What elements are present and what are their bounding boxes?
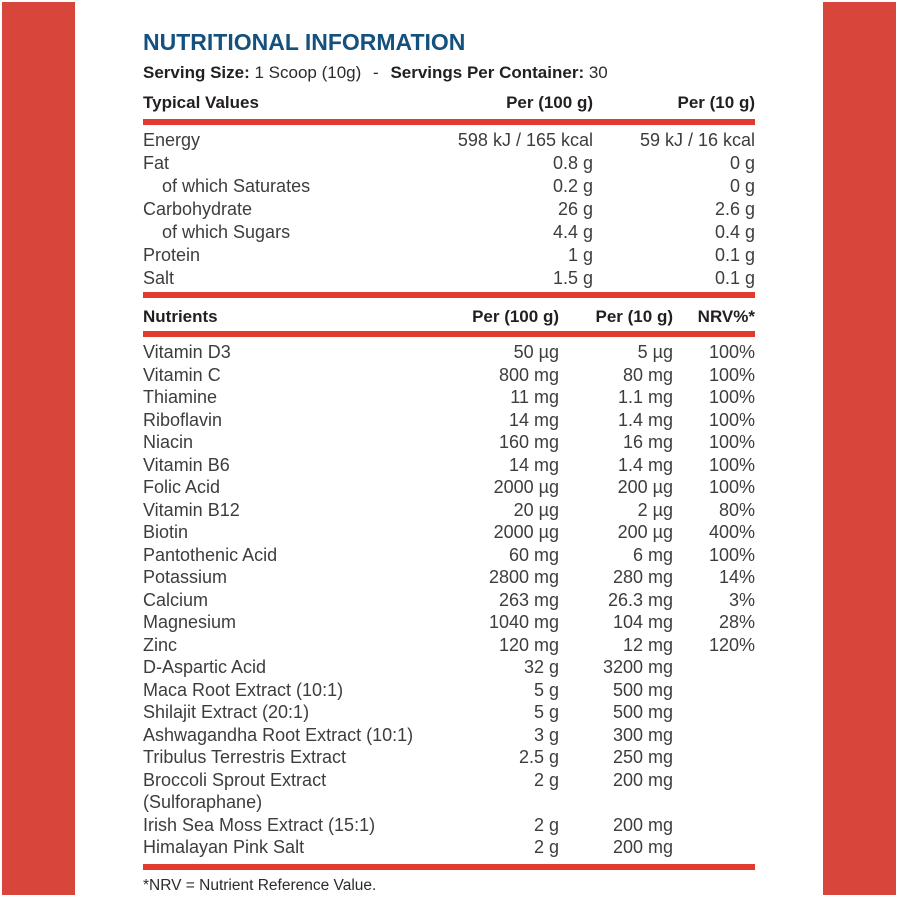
table-row — [143, 198, 755, 221]
row-per10-value: 500 mg — [612, 679, 673, 700]
table-row — [143, 656, 755, 679]
left-red-bar — [2, 2, 75, 895]
nutrients-header-per10: Per (10 g) — [595, 307, 673, 326]
row-label: Vitamin B6 — [143, 454, 230, 475]
row-nrv-value: 100% — [708, 544, 755, 565]
row-label: Pantothenic Acid — [143, 544, 278, 565]
row-label: Magnesium — [143, 612, 237, 632]
row-label: of which Sugars — [162, 222, 291, 242]
row-label: Maca Root Extract (10:1) — [143, 679, 344, 700]
row-per10-value: 3200 mg — [602, 657, 673, 677]
row-label: Potassium — [143, 567, 228, 587]
row-per10-value: 200 mg — [612, 837, 673, 857]
row-per10-value: 104 mg — [612, 612, 673, 632]
row-per100-value: 160 mg — [498, 432, 559, 452]
table-row — [143, 267, 755, 290]
row-nrv-value: 80% — [718, 499, 755, 520]
typical-values-header-row — [143, 94, 755, 112]
row-per10-value: 200 mg — [612, 769, 673, 790]
nutrients-table — [143, 341, 755, 859]
row-per10-value: 1.1 mg — [617, 387, 673, 407]
row-label: Niacin — [143, 432, 194, 452]
row-label: Zinc — [143, 634, 178, 655]
row-per10-value: 0 g — [729, 153, 755, 173]
row-nrv-value: 120% — [708, 634, 755, 655]
row-per100-value: 598 kJ / 165 kcal — [457, 130, 593, 150]
row-nrv-value: 100% — [708, 342, 755, 362]
table-row — [143, 476, 755, 499]
row-per100-value: 32 g — [523, 657, 559, 677]
row-per10-value: 0 g — [729, 176, 755, 196]
row-per100-value: 20 µg — [513, 499, 559, 520]
row-per10-value: 200 µg — [617, 477, 673, 497]
row-per10-value: 2.6 g — [714, 199, 755, 219]
row-label: Shilajit Extract (20:1) — [143, 702, 310, 722]
row-per100-value: 800 mg — [498, 364, 559, 385]
row-nrv-value: 100% — [708, 364, 755, 385]
row-per10-value: 1.4 mg — [617, 409, 673, 430]
table-row — [143, 341, 755, 364]
divider-rule-3 — [143, 331, 755, 337]
row-label: Fat — [143, 153, 170, 173]
nutrition-label-panel — [143, 0, 755, 894]
row-per100-value: 2000 µg — [493, 477, 559, 497]
serving-size-value: 1 Scoop (10g) — [254, 63, 362, 82]
row-per100-value: 60 mg — [508, 544, 559, 565]
row-per100-value: 0.8 g — [552, 153, 593, 173]
row-label: Energy — [143, 130, 201, 150]
table-row — [143, 521, 755, 544]
row-label: Thiamine — [143, 387, 218, 407]
typical-values-header-label: Typical Values — [143, 93, 259, 112]
row-label: Ashwagandha Root Extract (10:1) — [143, 724, 414, 745]
table-row — [143, 634, 755, 657]
page-title: NUTRITIONAL INFORMATION — [143, 29, 466, 55]
row-label: Biotin — [143, 522, 189, 542]
divider-rule-4 — [143, 864, 755, 870]
row-label: Riboflavin — [143, 409, 223, 430]
row-nrv-value: 100% — [708, 409, 755, 430]
row-nrv-value: 100% — [708, 432, 755, 452]
nutrients-header-row — [143, 303, 755, 327]
divider-rule-1 — [143, 119, 755, 125]
row-per100-value: 2 g — [533, 814, 559, 835]
table-row — [143, 814, 755, 837]
table-row — [143, 129, 755, 152]
table-row — [143, 769, 755, 814]
table-row — [143, 152, 755, 175]
row-per10-value: 0.1 g — [714, 245, 755, 265]
row-label: Vitamin B12 — [143, 499, 240, 520]
row-per10-value: 0.1 g — [714, 268, 755, 288]
table-row — [143, 746, 755, 769]
table-row — [143, 566, 755, 589]
row-label: Broccoli Sprout Extract (Sulforaphane) — [143, 769, 327, 812]
row-per10-value: 250 mg — [612, 747, 673, 767]
row-per100-value: 2 g — [533, 769, 559, 790]
row-per10-value: 2 µg — [637, 499, 673, 520]
row-per100-value: 263 mg — [498, 589, 559, 610]
table-row — [143, 386, 755, 409]
row-per100-value: 2 g — [533, 837, 559, 857]
table-row — [143, 221, 755, 244]
table-row — [143, 589, 755, 612]
row-per10-value: 500 mg — [612, 702, 673, 722]
row-per100-value: 2000 µg — [493, 522, 559, 542]
row-per100-value: 4.4 g — [552, 222, 593, 242]
row-nrv-value: 28% — [718, 612, 755, 632]
row-per100-value: 50 µg — [513, 342, 559, 362]
row-per10-value: 16 mg — [622, 432, 673, 452]
row-per100-value: 1040 mg — [488, 612, 559, 632]
row-per10-value: 6 mg — [632, 544, 673, 565]
row-per10-value: 0.4 g — [714, 222, 755, 242]
row-per100-value: 3 g — [533, 724, 559, 745]
row-nrv-value: 400% — [708, 522, 755, 542]
servings-per-container-label: Servings Per Container: — [390, 63, 585, 82]
row-label: Himalayan Pink Salt — [143, 837, 305, 857]
row-nrv-value: 14% — [718, 567, 755, 587]
row-per100-value: 5 g — [533, 679, 559, 700]
serving-size-label: Serving Size: — [143, 63, 250, 82]
row-per100-value: 26 g — [557, 199, 593, 219]
row-label: D-Aspartic Acid — [143, 657, 267, 677]
row-nrv-value: 100% — [708, 454, 755, 475]
row-label: Vitamin D3 — [143, 342, 231, 362]
table-row — [143, 409, 755, 432]
nrv-footnote: *NRV = Nutrient Reference Value. — [143, 876, 377, 894]
row-label: Vitamin C — [143, 364, 221, 385]
row-per100-value: 14 mg — [508, 454, 559, 475]
row-label: Protein — [143, 245, 201, 265]
table-row — [143, 724, 755, 747]
serving-separator: - — [373, 63, 379, 82]
table-row — [143, 175, 755, 198]
row-per10-value: 5 µg — [637, 342, 673, 362]
row-label: Folic Acid — [143, 477, 221, 497]
row-nrv-value: 3% — [728, 589, 755, 610]
row-per10-value: 1.4 mg — [617, 454, 673, 475]
row-per10-value: 26.3 mg — [607, 589, 673, 610]
row-nrv-value: 100% — [708, 477, 755, 497]
servings-per-container-value: 30 — [588, 63, 608, 82]
row-per100-value: 11 mg — [510, 387, 559, 407]
row-per10-value: 200 µg — [617, 522, 673, 542]
row-per100-value: 5 g — [533, 702, 559, 722]
table-row — [143, 679, 755, 702]
row-per10-value: 12 mg — [622, 634, 673, 655]
row-per100-value: 120 mg — [498, 634, 559, 655]
row-label: of which Saturates — [162, 176, 311, 196]
row-nrv-value: 100% — [708, 387, 755, 407]
table-row — [143, 454, 755, 477]
table-row — [143, 499, 755, 522]
typical-values-header-per100: Per (100 g) — [506, 93, 593, 112]
row-label: Irish Sea Moss Extract (15:1) — [143, 814, 376, 835]
table-row — [143, 431, 755, 454]
right-red-bar — [823, 2, 896, 895]
row-label: Calcium — [143, 589, 209, 610]
nutrients-header-nrv: NRV%* — [697, 307, 755, 326]
table-row — [143, 836, 755, 859]
serving-info — [143, 64, 755, 82]
row-per100-value: 1 g — [567, 245, 593, 265]
divider-rule-2 — [143, 292, 755, 298]
row-label: Carbohydrate — [143, 199, 253, 219]
row-label: Salt — [143, 268, 175, 288]
row-per100-value: 1.5 g — [552, 268, 593, 288]
table-row — [143, 544, 755, 567]
row-per10-value: 59 kJ / 16 kcal — [639, 130, 755, 150]
typical-values-header-per10: Per (10 g) — [677, 93, 755, 112]
row-label: Tribulus Terrestris Extract — [143, 747, 347, 767]
table-row — [143, 701, 755, 724]
row-per100-value: 0.2 g — [552, 176, 593, 196]
row-per10-value: 200 mg — [612, 814, 673, 835]
table-row — [143, 364, 755, 387]
table-row — [143, 611, 755, 634]
row-per100-value: 2.5 g — [518, 747, 559, 767]
table-row — [143, 244, 755, 267]
nutrients-header-label: Nutrients — [143, 307, 218, 326]
row-per10-value: 280 mg — [612, 567, 673, 587]
row-per100-value: 2800 mg — [488, 567, 559, 587]
row-per100-value: 14 mg — [508, 409, 559, 430]
row-per10-value: 300 mg — [612, 724, 673, 745]
typical-values-table — [143, 129, 755, 290]
row-per10-value: 80 mg — [622, 364, 673, 385]
nutrients-header-per100: Per (100 g) — [472, 307, 559, 326]
